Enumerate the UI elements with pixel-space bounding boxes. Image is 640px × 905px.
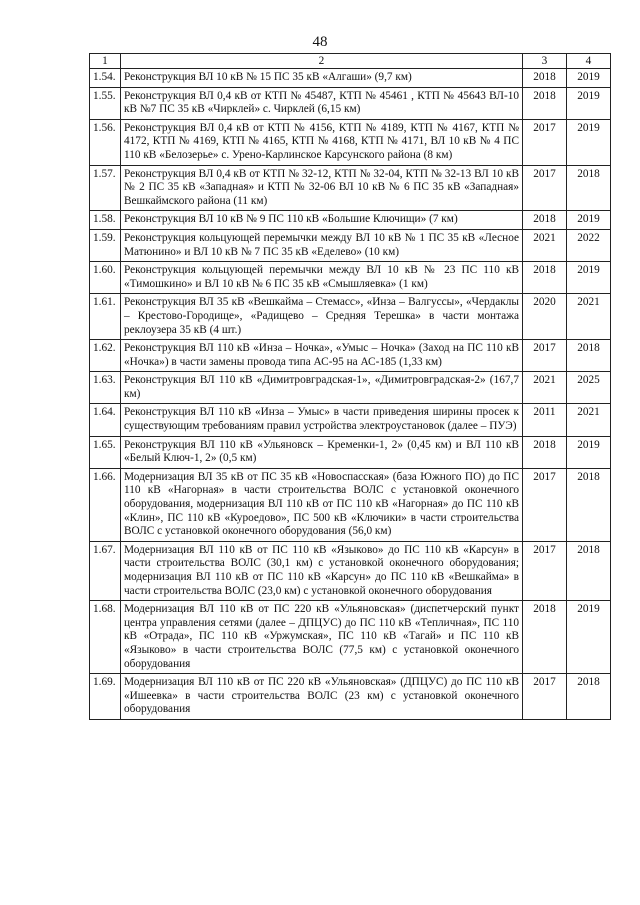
- row-number: 1.66.: [90, 468, 121, 541]
- row-start-year: 2018: [523, 211, 567, 230]
- row-end-year: 2019: [567, 119, 611, 165]
- row-description: Реконструкция ВЛ 10 кВ № 9 ПС 110 кВ «Большие Ключищи» (7 км): [121, 211, 523, 230]
- row-description: Реконструкция ВЛ 110 кВ «Димитровградская-1», «Димитровградская-2» (167,7 км): [121, 372, 523, 404]
- row-description: Реконструкция ВЛ 110 кВ «Инза – Умыс» в части приведения ширины просек к существующим требованиям правил устройства электроустановок (далее – ПУЭ): [121, 404, 523, 436]
- row-number: 1.62.: [90, 340, 121, 372]
- row-end-year: 2019: [567, 211, 611, 230]
- table-row: [90, 372, 611, 404]
- row-start-year: 2021: [523, 229, 567, 261]
- row-start-year: 2011: [523, 404, 567, 436]
- table-row: [90, 119, 611, 165]
- row-number: 1.67.: [90, 541, 121, 600]
- header-cell-number: 1: [90, 54, 121, 69]
- row-end-year: 2018: [567, 165, 611, 211]
- row-start-year: 2018: [523, 69, 567, 88]
- header-cell-end-year: 4: [567, 54, 611, 69]
- row-description: Реконструкция ВЛ 110 кВ «Инза – Ночка», «Умыс – Ночка» (Заход на ПС 110 кВ «Ночка») в части замены провода типа АС-95 на АС-185 (1,33 км): [121, 340, 523, 372]
- row-end-year: 2019: [567, 436, 611, 468]
- row-description: Реконструкция кольцующей перемычки между ВЛ 10 кВ № 1 ПС 35 кВ «Лесное Матюнино» и ВЛ 10 кВ № 7 ПС 35 кВ «Еделево» (10 км): [121, 229, 523, 261]
- row-end-year: 2018: [567, 541, 611, 600]
- header-cell-start-year: 3: [523, 54, 567, 69]
- table-row: [90, 404, 611, 436]
- row-number: 1.54.: [90, 69, 121, 88]
- row-number: 1.64.: [90, 404, 121, 436]
- table-row: [90, 601, 611, 674]
- row-end-year: 2019: [567, 69, 611, 88]
- row-start-year: 2017: [523, 119, 567, 165]
- row-start-year: 2018: [523, 601, 567, 674]
- row-start-year: 2017: [523, 541, 567, 600]
- row-description: Модернизация ВЛ 110 кВ от ПС 220 кВ «Ульяновская» (диспетчерский пункт центра управления сетями (далее – ДПЦУС) до ПС 110 кВ «Тепличная», ПС 110 кВ «Отрада», ПС 110 кВ «Уржумская», ПС 110 кВ «Тагай» и ПС 110 кВ «Языково» в части строительства ВОЛС (77,5 км) с установкой оконечного оборудования: [121, 601, 523, 674]
- table-row: [90, 436, 611, 468]
- table-row: [90, 294, 611, 340]
- row-number: 1.69.: [90, 674, 121, 720]
- row-start-year: 2017: [523, 674, 567, 720]
- row-description: Реконструкция ВЛ 0,4 кВ от КТП № 45487, КТП № 45461 , КТП № 45643 ВЛ-10 кВ №7 ПС 35 кВ «Чирклей» с. Чирклей (6,15 км): [121, 87, 523, 119]
- row-description: Модернизация ВЛ 110 кВ от ПС 220 кВ «Ульяновская» (ДПЦУС) до ПС 110 кВ «Ишеевка» в части строительства ВОЛС (23 км) с установкой оконечного оборудования: [121, 674, 523, 720]
- row-number: 1.59.: [90, 229, 121, 261]
- row-description: Модернизация ВЛ 110 кВ от ПС 110 кВ «Языково» до ПС 110 кВ «Карсун» в части строительства ВОЛС (30,1 км) с установкой оконечного оборудования; модернизация ВЛ 110 кВ от ПС 110 кВ «Карсун» до ПС 110 кВ «Вешкайма» в части строительства ВОЛС (23,0 км) с установкой оконечного оборудования: [121, 541, 523, 600]
- row-number: 1.57.: [90, 165, 121, 211]
- page-number: 48: [312, 34, 328, 50]
- row-start-year: 2018: [523, 436, 567, 468]
- header-cell-description: 2: [121, 54, 523, 69]
- row-start-year: 2021: [523, 372, 567, 404]
- row-end-year: 2019: [567, 87, 611, 119]
- row-end-year: 2021: [567, 294, 611, 340]
- row-number: 1.55.: [90, 87, 121, 119]
- row-number: 1.56.: [90, 119, 121, 165]
- row-description: Модернизация ВЛ 35 кВ от ПС 35 кВ «Новоспасская» (база Южного ПО) до ПС 110 кВ «Нагорная» в части строительства ВОЛС с установкой оконечного оборудования, модернизация ВЛ 110 кВ от ПС 110 кВ «Нагорная» до ПС 110 кВ «Клин», ПС 110 кВ «Куроедово», ПС 500 кВ «Ключики» в части строительства ВОЛС с установкой оконечного оборудования (56,0 км): [121, 468, 523, 541]
- table-header-row: [90, 54, 611, 69]
- row-end-year: 2018: [567, 674, 611, 720]
- program-table: [89, 53, 611, 720]
- row-description: Реконструкция ВЛ 0,4 кВ от КТП № 4156, КТП № 4189, КТП № 4167, КТП № 4172, КТП № 4169, КТП № 4165, КТП № 4168, КТП № 4171, ВЛ 10 кВ № 4 ПС 110 кВ «Белозерье» с. Урено-Карлинское Карсунского района (8 км): [121, 119, 523, 165]
- row-description: Реконструкция ВЛ 35 кВ «Вешкайма – Стемасс», «Инза – Валгуссы», «Чердаклы – Крестово-Городище», «Радищево – Средняя Терешка» в части монтажа реклоузера 35 кВ (4 шт.): [121, 294, 523, 340]
- row-start-year: 2018: [523, 87, 567, 119]
- table-row: [90, 340, 611, 372]
- row-number: 1.68.: [90, 601, 121, 674]
- row-description: Реконструкция ВЛ 110 кВ «Ульяновск – Кременки-1, 2» (0,45 км) и ВЛ 110 кВ «Белый Ключ-1, 2» (0,5 км): [121, 436, 523, 468]
- table-row: [90, 211, 611, 230]
- row-start-year: 2018: [523, 262, 567, 294]
- row-start-year: 2017: [523, 468, 567, 541]
- row-description: Реконструкция кольцующей перемычки между ВЛ 10 кВ № 23 ПС 110 кВ «Тимошкино» и ВЛ 10 кВ № 6 ПС 35 кВ «Смышляевка» (1 км): [121, 262, 523, 294]
- row-number: 1.61.: [90, 294, 121, 340]
- table-row: [90, 69, 611, 88]
- row-number: 1.58.: [90, 211, 121, 230]
- table-row: [90, 262, 611, 294]
- row-end-year: 2018: [567, 468, 611, 541]
- row-number: 1.63.: [90, 372, 121, 404]
- row-description: Реконструкция ВЛ 10 кВ № 15 ПС 35 кВ «Алгаши» (9,7 км): [121, 69, 523, 88]
- row-start-year: 2017: [523, 165, 567, 211]
- table-row: [90, 229, 611, 261]
- table-row: [90, 541, 611, 600]
- row-description: Реконструкция ВЛ 0,4 кВ от КТП № 32-12, КТП № 32-04, КТП № 32-13 ВЛ 10 кВ № 2 ПС 35 кВ «Западная» и КТП № 32-06 ВЛ 10 кВ № 6 ПС 35 кВ «Западная» Вешкаймского района (11 км): [121, 165, 523, 211]
- table-row: [90, 674, 611, 720]
- row-number: 1.60.: [90, 262, 121, 294]
- row-end-year: 2021: [567, 404, 611, 436]
- row-start-year: 2017: [523, 340, 567, 372]
- table-row: [90, 87, 611, 119]
- row-end-year: 2018: [567, 340, 611, 372]
- row-end-year: 2022: [567, 229, 611, 261]
- row-end-year: 2025: [567, 372, 611, 404]
- row-number: 1.65.: [90, 436, 121, 468]
- table-row: [90, 165, 611, 211]
- table-row: [90, 468, 611, 541]
- row-end-year: 2019: [567, 601, 611, 674]
- row-start-year: 2020: [523, 294, 567, 340]
- row-end-year: 2019: [567, 262, 611, 294]
